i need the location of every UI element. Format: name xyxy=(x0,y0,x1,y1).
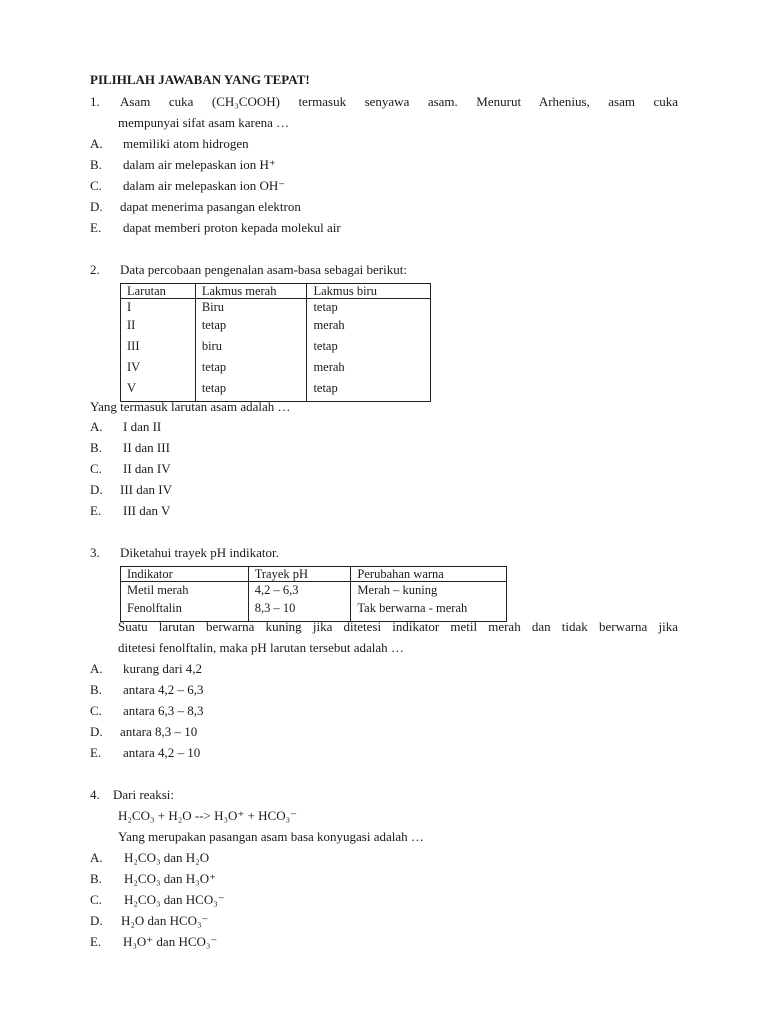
q3-option-e-letter: E. xyxy=(90,745,102,760)
q2-option-d-letter: D. xyxy=(90,482,103,497)
table-header-row xyxy=(121,284,431,299)
q1-option-e[interactable]: dapat memberi proton kepada molekul air xyxy=(123,220,341,235)
table-cell: tetap xyxy=(195,317,307,338)
q2-option-c[interactable]: II dan IV xyxy=(123,461,171,476)
q3-question-line2: ditetesi fenolftalin, maka pH larutan tersebut adalah … xyxy=(118,640,404,655)
q3-option-e[interactable]: antara 4,2 – 10 xyxy=(123,745,201,760)
q4-option-e[interactable]: H₃O⁺ dan HCO₃⁻ xyxy=(123,934,218,949)
q2-option-b-letter: B. xyxy=(90,440,102,455)
table-cell: 8,3 – 10 xyxy=(248,600,351,622)
q3-option-c-letter: C. xyxy=(90,703,102,718)
table-cell: tetap xyxy=(195,380,307,402)
table-cell: tetap xyxy=(307,338,431,359)
q1-option-c-letter: C. xyxy=(90,178,102,193)
q4-option-d[interactable]: H₂O dan HCO₃⁻ xyxy=(121,913,209,928)
q3-option-a-letter: A. xyxy=(90,661,103,676)
q4-option-a[interactable]: H₂CO₃ dan H₂O xyxy=(124,850,210,865)
q1-option-c[interactable]: dalam air melepaskan ion OH⁻ xyxy=(123,178,286,193)
table-cell: biru xyxy=(195,338,307,359)
q3-option-d[interactable]: antara 8,3 – 10 xyxy=(120,724,198,739)
table-cell: Tak berwarna - merah xyxy=(351,600,507,622)
q2-option-d[interactable]: III dan IV xyxy=(120,482,172,497)
table-row xyxy=(121,582,507,601)
indicator-table xyxy=(120,566,507,622)
litmus-table xyxy=(120,283,431,402)
q4-option-b-letter: B. xyxy=(90,871,102,886)
q2-option-e-letter: E. xyxy=(90,503,102,518)
q4-option-c-letter: C. xyxy=(90,892,102,907)
table-cell: Merah – kuning xyxy=(351,582,507,601)
q3-number: 3. xyxy=(90,545,100,560)
q1-stem-line1: Asam cuka (CH₃COOH) termasuk senyawa asam. Menurut Arhenius, asam cuka xyxy=(120,94,678,109)
q1-option-b-letter: B. xyxy=(90,157,102,172)
table-cell: V xyxy=(121,380,196,402)
q3-option-a[interactable]: kurang dari 4,2 xyxy=(123,661,203,676)
table-cell: II xyxy=(121,317,196,338)
table-cell: merah xyxy=(307,359,431,380)
q1-number: 1. xyxy=(90,94,100,109)
q1-option-d-letter: D. xyxy=(90,199,103,214)
q2-question: Yang termasuk larutan asam adalah … xyxy=(90,399,291,414)
table-header-cell: Lakmus biru xyxy=(307,284,431,299)
q3-option-b-letter: B. xyxy=(90,682,102,697)
q1-option-d[interactable]: dapat menerima pasangan elektron xyxy=(120,199,301,214)
q2-option-a[interactable]: I dan II xyxy=(123,419,162,434)
page-title: PILIHLAH JAWABAN YANG TEPAT! xyxy=(90,72,310,87)
table-header-cell: Lakmus merah xyxy=(195,284,307,299)
q2-option-b[interactable]: II dan III xyxy=(123,440,170,455)
q4-question: Yang merupakan pasangan asam basa konyugasi adalah … xyxy=(118,829,424,844)
q1-option-a-letter: A. xyxy=(90,136,103,151)
q3-option-d-letter: D. xyxy=(90,724,103,739)
table-header-cell: Larutan xyxy=(121,284,196,299)
table-cell: Metil merah xyxy=(121,582,249,601)
table-row xyxy=(121,359,431,380)
q3-option-b[interactable]: antara 4,2 – 6,3 xyxy=(123,682,204,697)
table-cell: tetap xyxy=(195,359,307,380)
q2-option-c-letter: C. xyxy=(90,461,102,476)
table-cell: I xyxy=(121,299,196,318)
q4-option-a-letter: A. xyxy=(90,850,103,865)
table-cell: merah xyxy=(307,317,431,338)
q1-option-a[interactable]: memiliki atom hidrogen xyxy=(123,136,249,151)
q4-option-e-letter: E. xyxy=(90,934,102,949)
table-cell: Biru xyxy=(195,299,307,318)
q2-number: 2. xyxy=(90,262,100,277)
q1-option-b[interactable]: dalam air melepaskan ion H⁺ xyxy=(123,157,276,172)
table-header-cell: Trayek pH xyxy=(248,567,351,582)
q4-stem: Dari reaksi: xyxy=(113,787,175,802)
q4-number: 4. xyxy=(90,787,100,802)
q4-option-c[interactable]: H₂CO₃ dan HCO₃⁻ xyxy=(124,892,225,907)
table-cell: tetap xyxy=(307,380,431,402)
table-cell: Fenolftalin xyxy=(121,600,249,622)
table-row xyxy=(121,317,431,338)
q2-option-a-letter: A. xyxy=(90,419,103,434)
table-row xyxy=(121,299,431,318)
table-cell: 4,2 – 6,3 xyxy=(248,582,351,601)
q3-question-line1: Suatu larutan berwarna kuning jika ditetesi indikator metil merah dan tidak berwarna jika xyxy=(118,619,678,634)
table-cell: III xyxy=(121,338,196,359)
q2-stem: Data percobaan pengenalan asam-basa sebagai berikut: xyxy=(120,262,407,277)
q1-stem-line2: mempunyai sifat asam karena … xyxy=(118,115,290,130)
table-cell: IV xyxy=(121,359,196,380)
q1-option-e-letter: E. xyxy=(90,220,102,235)
table-header-row xyxy=(121,567,507,582)
q4-reaction-equation: H₂CO₃ + H₂O --> H₃O⁺ + HCO₃⁻ xyxy=(118,808,297,823)
q4-option-d-letter: D. xyxy=(90,913,103,928)
table-row xyxy=(121,338,431,359)
q3-stem: Diketahui trayek pH indikator. xyxy=(120,545,279,560)
table-header-cell: Indikator xyxy=(121,567,249,582)
table-header-cell: Perubahan warna xyxy=(351,567,507,582)
q2-option-e[interactable]: III dan V xyxy=(123,503,171,518)
q4-option-b[interactable]: H₂CO₃ dan H₃O⁺ xyxy=(124,871,216,886)
q3-option-c[interactable]: antara 6,3 – 8,3 xyxy=(123,703,204,718)
table-cell: tetap xyxy=(307,299,431,318)
